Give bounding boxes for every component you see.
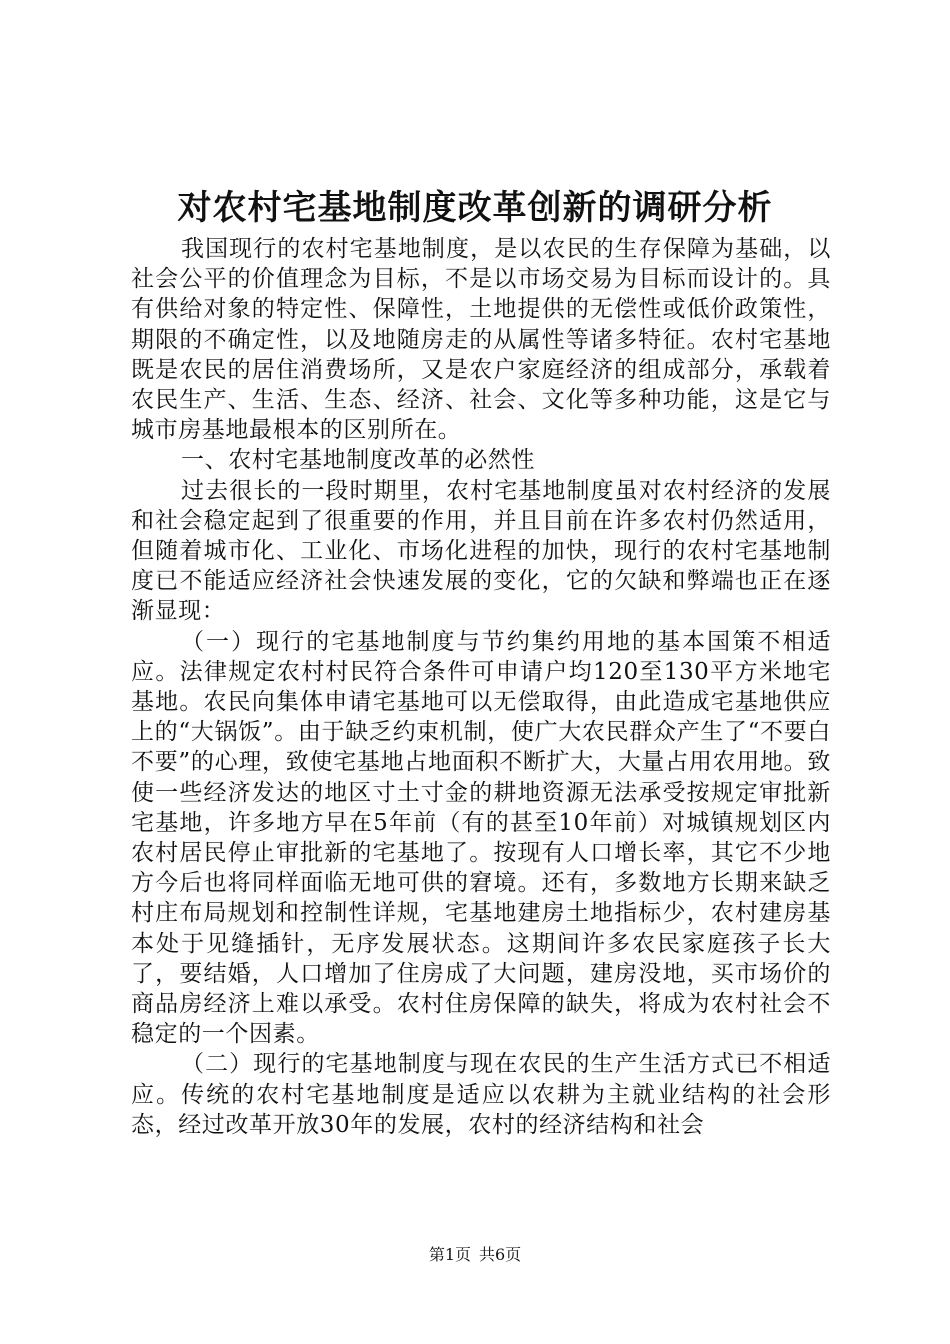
- page-footer: [0, 1243, 950, 1267]
- section-heading: 一、农村宅基地制度改革的必然性: [181, 447, 535, 474]
- paragraph-point-two: （二）现行的宅基地制度与现在农民的生产生活方式已不相适应。传统的农村宅基地制度是适应以农耕为主就业结构的社会形态，经过改革开放30年的发展，农村的经济结构和社会: [131, 1051, 831, 1138]
- paragraph-intro: 我国现行的农村宅基地制度，是以农民的生存保障为基础，以社会公平的价值理念为目标，不是以市场交易为目标而设计的。具有供给对象的特定性、保障性，土地提供的无偿性或低价政策性，期限的不确定性，以及地随房走的从属性等诸多特征。农村宅基地既是农民的居住消费场所，又是农户家庭经济的组成部分，承载着农民生产、生活、生态、经济、社会、文化等多种功能，这是它与城市房基地最根本的区别所在。: [131, 236, 831, 444]
- document-body: [131, 234, 831, 1140]
- page-total: 共6页: [479, 1245, 522, 1264]
- document-title: 对农村宅基地制度改革创新的调研分析: [177, 188, 773, 228]
- page-number: 第1页: [428, 1245, 471, 1264]
- paragraph-point-one: （一）现行的宅基地制度与节约集约用地的基本国策不相适应。法律规定农村村民符合条件可申请户均120至130平方米地宅基地。农民向集体申请宅基地可以无偿取得，由此造成宅基地供应上的“大锅饭”。由于缺乏约束机制，使广大农民群众产生了“不要白不要”的心理，致使宅基地占地面积不断扩大，大量占用农用地。致使一些经济发达的地区寸土寸金的耕地资源无法承受按规定审批新宅基地，许多地方早在5年前（有的甚至10年前）对城镇规划区内农村居民停止审批新的宅基地了。按现有人口增长率，其它不少地方今后也将同样面临无地可供的窘境。还有，多数地方长期来缺乏村庄布局规划和控制性详规，宅基地建房土地指标少，农村建房基本处于见缝插针，无序发展状态。这期间许多农民家庭孩子长大了，要结婚，人口增加了住房成了大问题，建房没地，买市场价的商品房经济上难以承受。农村住房保障的缺失，将成为农村社会不稳定的一个因素。: [131, 628, 831, 1048]
- paragraph-background: 过去很长的一段时期里，农村宅基地制度虽对农村经济的发展和社会稳定起到了很重要的作用，并且目前在许多农村仍然适用，但随着城市化、工业化、市场化进程的加快，现行的农村宅基地制度已不能适应经济社会快速发展的变化，它的欠缺和弊端也正在逐渐显现：: [131, 477, 831, 625]
